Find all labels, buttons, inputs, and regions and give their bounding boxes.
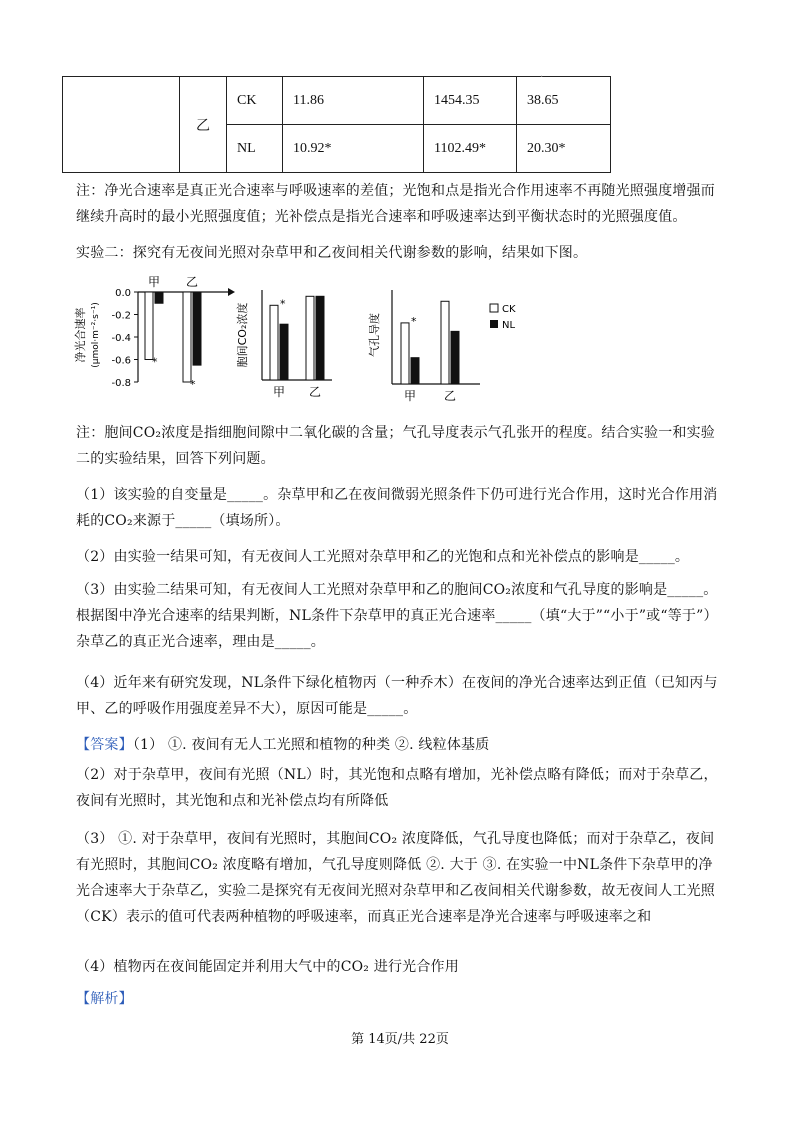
bar-ck <box>306 296 314 380</box>
bar-nl <box>451 331 459 384</box>
table-cell: 20.30* <box>517 125 611 173</box>
table-cell: NL <box>227 125 283 173</box>
significance-mark: * <box>152 355 158 369</box>
bar-ck <box>145 292 153 360</box>
table-cell: 1102.49* <box>424 125 517 173</box>
y-tick-label: -0.4 <box>111 333 131 344</box>
y-axis-label: 胞间CO₂浓度 <box>236 302 249 368</box>
table-cell: 10.92* <box>283 125 424 173</box>
category-label: 乙 <box>185 275 199 289</box>
chart-intercellular-co2 <box>228 280 348 405</box>
experiment-2-title: 实验二：探究有无夜间光照对杂草甲和乙夜间相关代谢参数的影响，结果如下图。 <box>76 245 588 261</box>
significance-mark: * <box>190 378 196 391</box>
y-tick-label: -0.2 <box>111 310 131 322</box>
bar-ck <box>270 305 278 380</box>
legend-swatch-ck <box>490 304 498 312</box>
bar-nl <box>280 324 288 380</box>
bar-ck <box>183 292 191 382</box>
table-cell: 11.86 <box>283 77 424 125</box>
table-cell: 38.65 <box>517 77 611 125</box>
bar-ck <box>441 301 449 384</box>
note-1: 注：净光合速率是真正光合速率与呼吸速率的差值；光饱和点是指光合作用速率不再随光照强度增强而继续升高时的最小光照强度值；光补偿点是指光合速率和呼吸速率达到平衡状态时的光照强度值。 <box>76 183 715 225</box>
table-cell-group: 乙 <box>180 77 227 173</box>
chart-net-photosynthesis <box>68 270 238 400</box>
question-1: （1）该实验的自变量是_____。杂草甲和乙在夜间微弱光照条件下仍可进行光合作用，这时光合作用消耗的CO₂来源于_____（填场所）。 <box>76 487 718 529</box>
category-label: 甲 <box>403 389 417 403</box>
question-2: （2）由实验一结果可知，有无夜间人工光照对杂草甲和乙的光饱和点和光补偿点的影响是_____。 <box>76 549 690 565</box>
category-label: 甲 <box>147 275 161 289</box>
answer-3: （3） ①. 对于杂草甲，夜间有光照时，其胞间CO₂ 浓度降低，气孔导度也降低；而对于杂草乙，夜间有光照时，其胞间CO₂ 浓度略有增加，气孔导度则降低 ②. 大于 ③. 在实验一中NL条件下杂草甲的净光合速率大于杂草乙，实验二是探究有无夜间光照对杂草甲和乙夜间相关代谢参数，故无夜间人工光照（CK）表示的值可代表两种植物的呼吸速率，而真正光合速率是净光合速率与呼吸速率之和 <box>76 831 715 925</box>
bar-nl <box>411 358 419 384</box>
category-label: 乙 <box>443 389 457 403</box>
category-label: 甲 <box>272 385 286 399</box>
y-tick-label: -0.8 <box>111 378 131 389</box>
table-cell: 1454.35 <box>424 77 517 125</box>
y-axis-label: 气孔导度 <box>368 313 381 357</box>
note-2: 注：胞间CO₂浓度是指细胞间隙中二氧化碳的含量；气孔导度表示气孔张开的程度。结合实验一和实验二的实验结果，回答下列问题。 <box>76 425 715 467</box>
table-cell-empty <box>63 77 180 173</box>
significance-mark: * <box>280 297 286 311</box>
legend-label: CK <box>502 304 516 315</box>
analysis-label: 【解析】 <box>76 991 133 1007</box>
question-4: （4）近年来有研究发现，NL条件下绿化植物丙（一种乔木）在夜间的净光合速率达到正值（已知丙与甲、乙的呼吸作用强度差异不大），原因可能是_____。 <box>76 675 718 717</box>
answer-2: （2）对于杂草甲，夜间有光照（NL）时，其光饱和点略有增加，光补偿点略有降低；而对于杂草乙，夜间有光照时，其光饱和点和光补偿点均有所降低 <box>76 767 718 809</box>
y-tick-label: -0.6 <box>111 355 131 367</box>
bar-ck <box>401 323 409 384</box>
y-tick-label: 0.0 <box>115 288 131 299</box>
y-axis-label: 净光合速率 <box>74 307 87 363</box>
legend-swatch-nl <box>490 320 498 328</box>
answer-1-line <box>76 732 726 758</box>
answer-label: 【答案】 <box>76 737 133 753</box>
category-label: 乙 <box>308 385 322 399</box>
answer-1: （1） ①. 夜间有无人工光照和植物的种类 ②. 线粒体基质 <box>132 737 490 753</box>
bar-nl <box>193 292 201 365</box>
significance-mark: * <box>411 314 417 328</box>
results-table <box>62 76 611 173</box>
table-cell: CK <box>227 77 283 125</box>
question-3: （3）由实验二结果可知，有无夜间人工光照对杂草甲和乙的胞间CO₂浓度和气孔导度的影响是_____。根据图中净光合速率的结果判断，NL条件下杂草甲的真正光合速率_____（填“大于”“小于”或“等于”）杂草乙的真正光合速率，理由是_____。 <box>76 582 718 650</box>
y-axis-unit: (μmol·m⁻²·s⁻¹) <box>91 302 101 368</box>
bar-nl <box>316 296 324 380</box>
page-footer: 第 14页/共 22页 <box>351 1032 449 1047</box>
bar-nl <box>155 292 163 303</box>
stray-mark: · <box>540 72 544 83</box>
chart-stomatal-conductance <box>362 280 532 405</box>
answer-4: （4）植物丙在夜间能固定并利用大气中的CO₂ 进行光合作用 <box>76 959 459 975</box>
legend-label: NL <box>502 320 516 331</box>
table-row <box>63 77 611 125</box>
